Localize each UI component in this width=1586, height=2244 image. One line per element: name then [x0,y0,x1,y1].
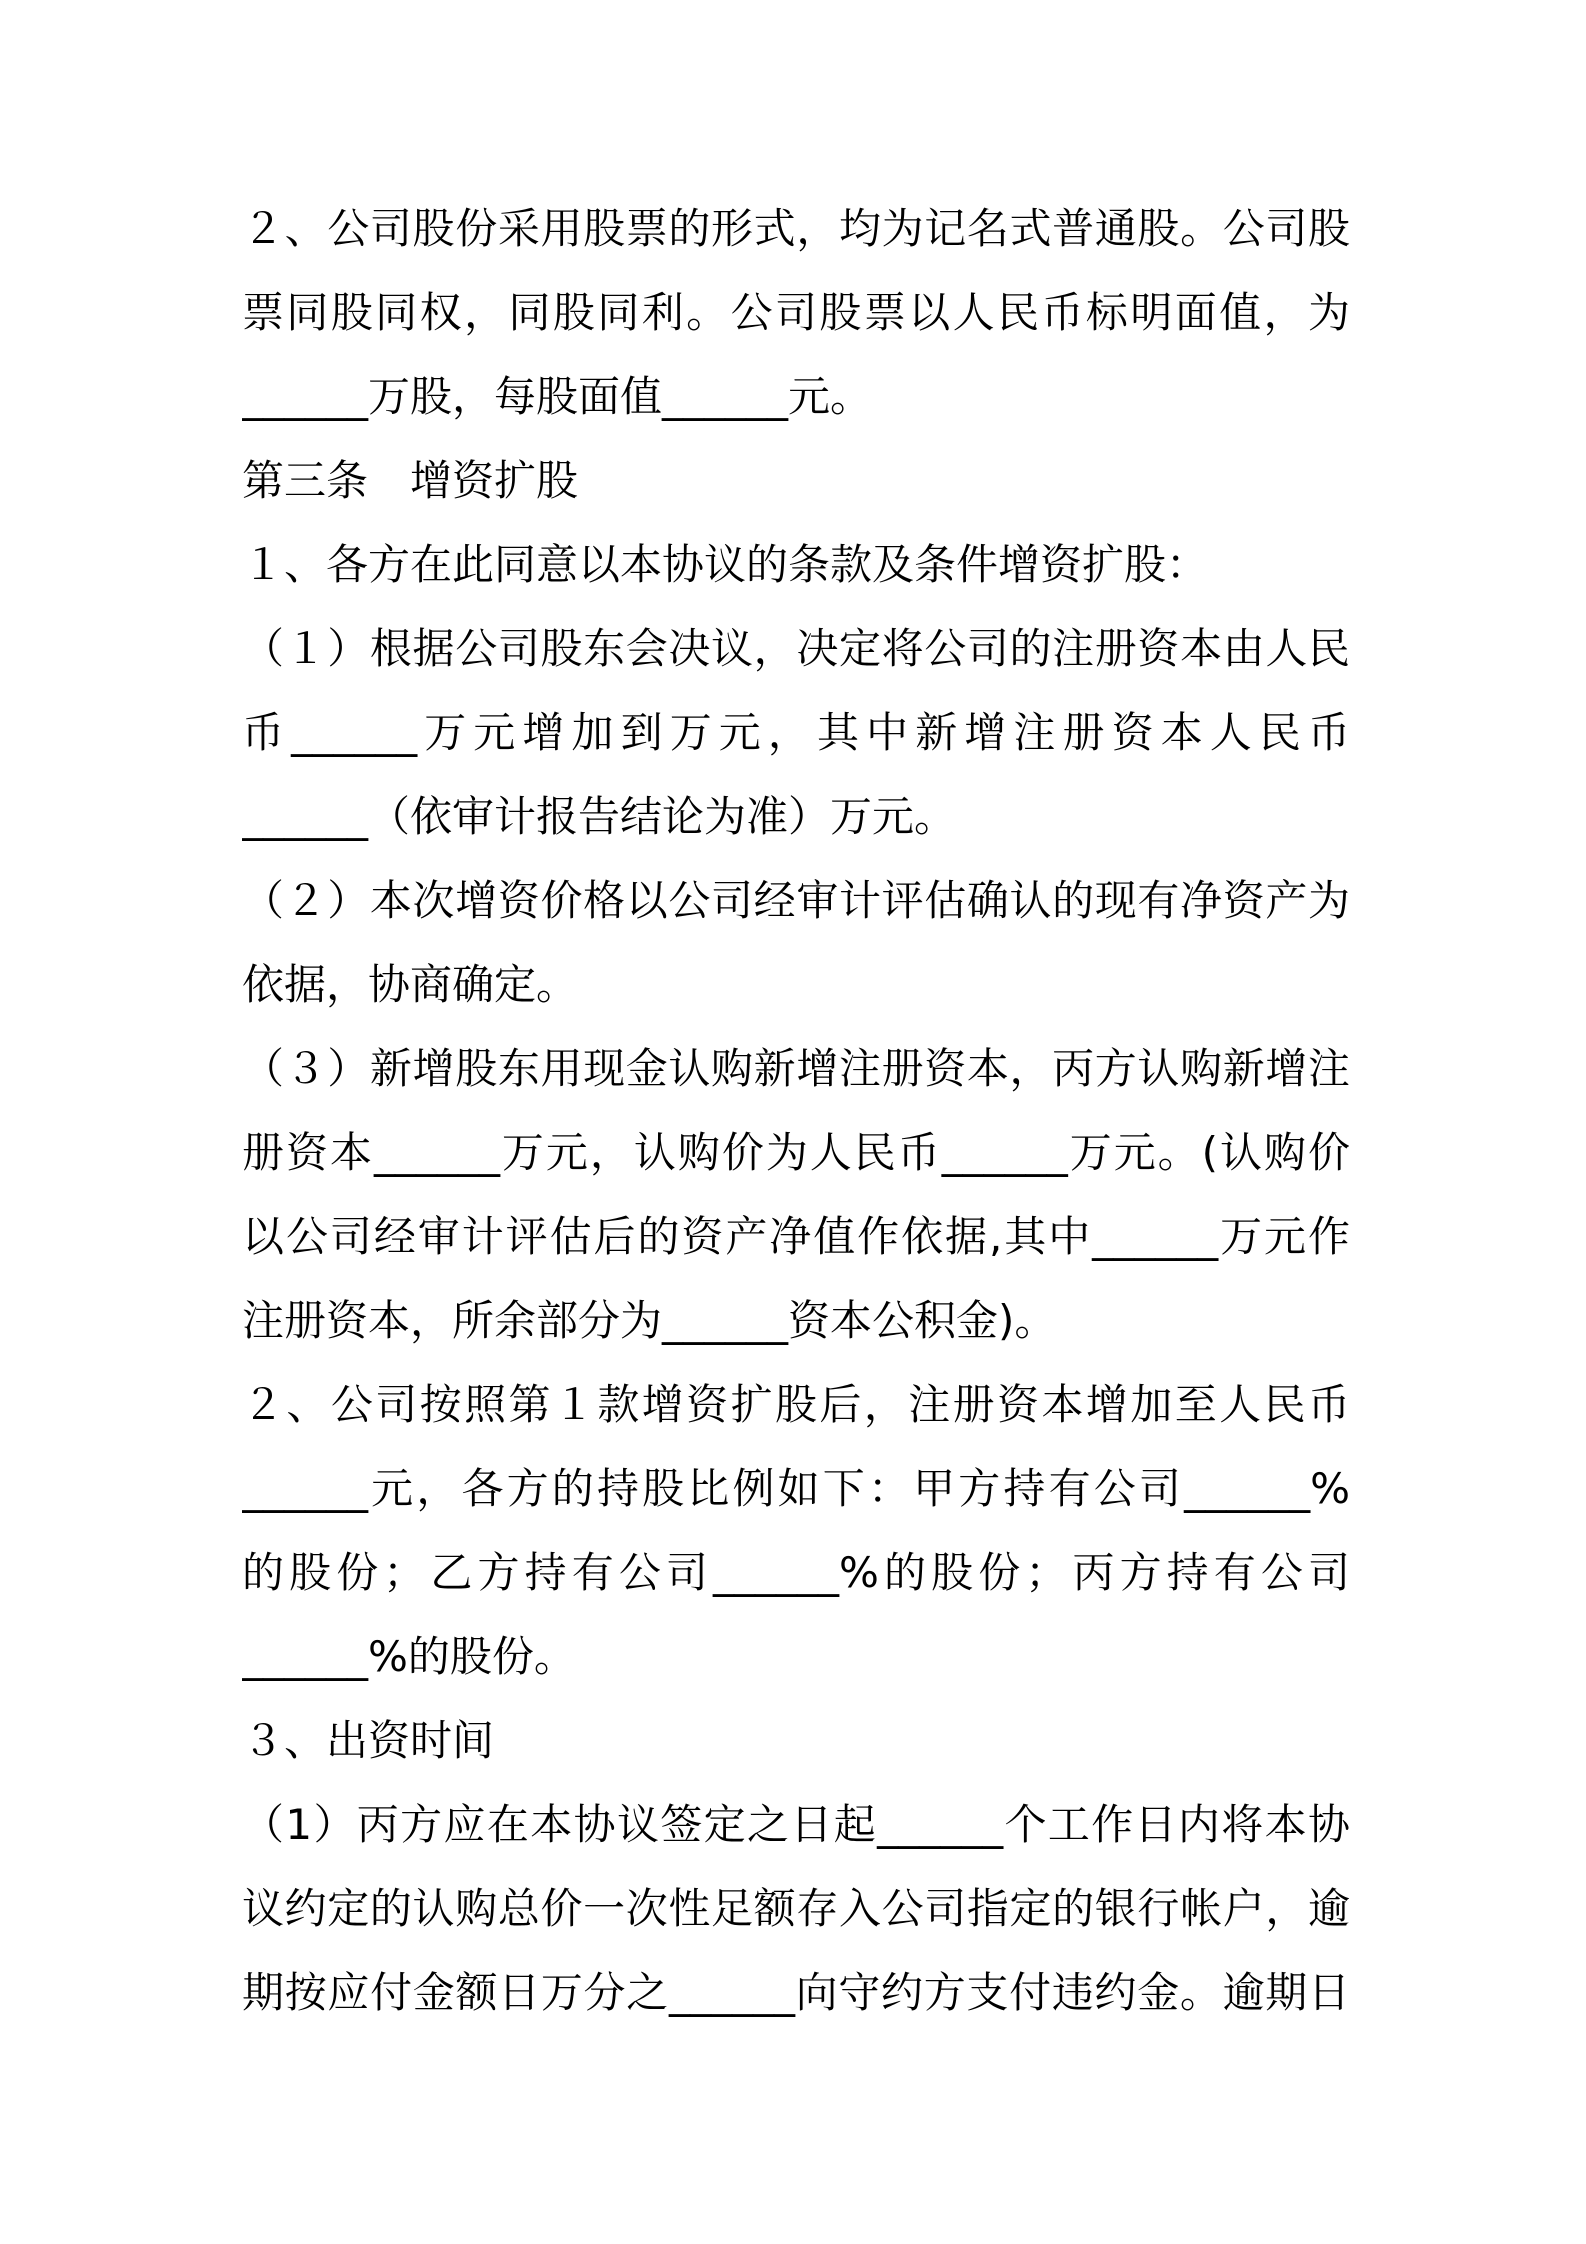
paragraph-line: １、各方在此同意以本协议的条款及条件增资扩股： [242,540,1209,589]
paragraph-line: （３）新增股东用现金认购新增注册资本，丙方认购新增注 [242,1044,1350,1093]
paragraph-line: 期按应付金额日万分之______向守约方支付违约金。逾期日 [242,1968,1350,2017]
paragraph-line: ______元，各方的持股比例如下：甲方持有公司______% [242,1464,1350,1513]
paragraph-line: 的股份；乙方持有公司______%的股份；丙方持有公司 [242,1548,1350,1597]
paragraph-line: （１）根据公司股东会决议，决定将公司的注册资本由人民 [242,624,1350,673]
section-heading: 第三条 增资扩股 [242,456,579,505]
paragraph-line: 册资本______万元，认购价为人民币______万元。(认购价 [242,1128,1350,1177]
paragraph-line: ______万股，每股面值______元。 [242,372,873,421]
paragraph-line: ３、出资时间 [242,1716,495,1765]
paragraph-line: ２、公司按照第１款增资扩股后，注册资本增加至人民币 [242,1380,1350,1429]
paragraph-line: （２）本次增资价格以公司经审计评估确认的现有净资产为 [242,876,1350,925]
paragraph-line: （1）丙方应在本协议签定之日起______个工作日内将本协 [242,1800,1350,1849]
paragraph-line: 币______万元增加到万元，其中新增注册资本人民币 [242,708,1350,757]
paragraph-line: 依据，协商确定。 [242,960,579,1009]
paragraph-line: 议约定的认购总价一次性足额存入公司指定的银行帐户，逾 [242,1884,1350,1933]
paragraph-line: ______%的股份。 [242,1632,576,1681]
paragraph-line: 注册资本，所余部分为______资本公积金)。 [242,1296,1057,1345]
paragraph-line: ２、公司股份采用股票的形式，均为记名式普通股。公司股 [242,204,1350,253]
paragraph-line: 票同股同权，同股同利。公司股票以人民币标明面值，为 [242,288,1350,337]
paragraph-line: 以公司经审计评估后的资产净值作依据,其中______万元作 [242,1212,1350,1261]
paragraph-line: ______（依审计报告结论为准）万元。 [242,792,957,841]
